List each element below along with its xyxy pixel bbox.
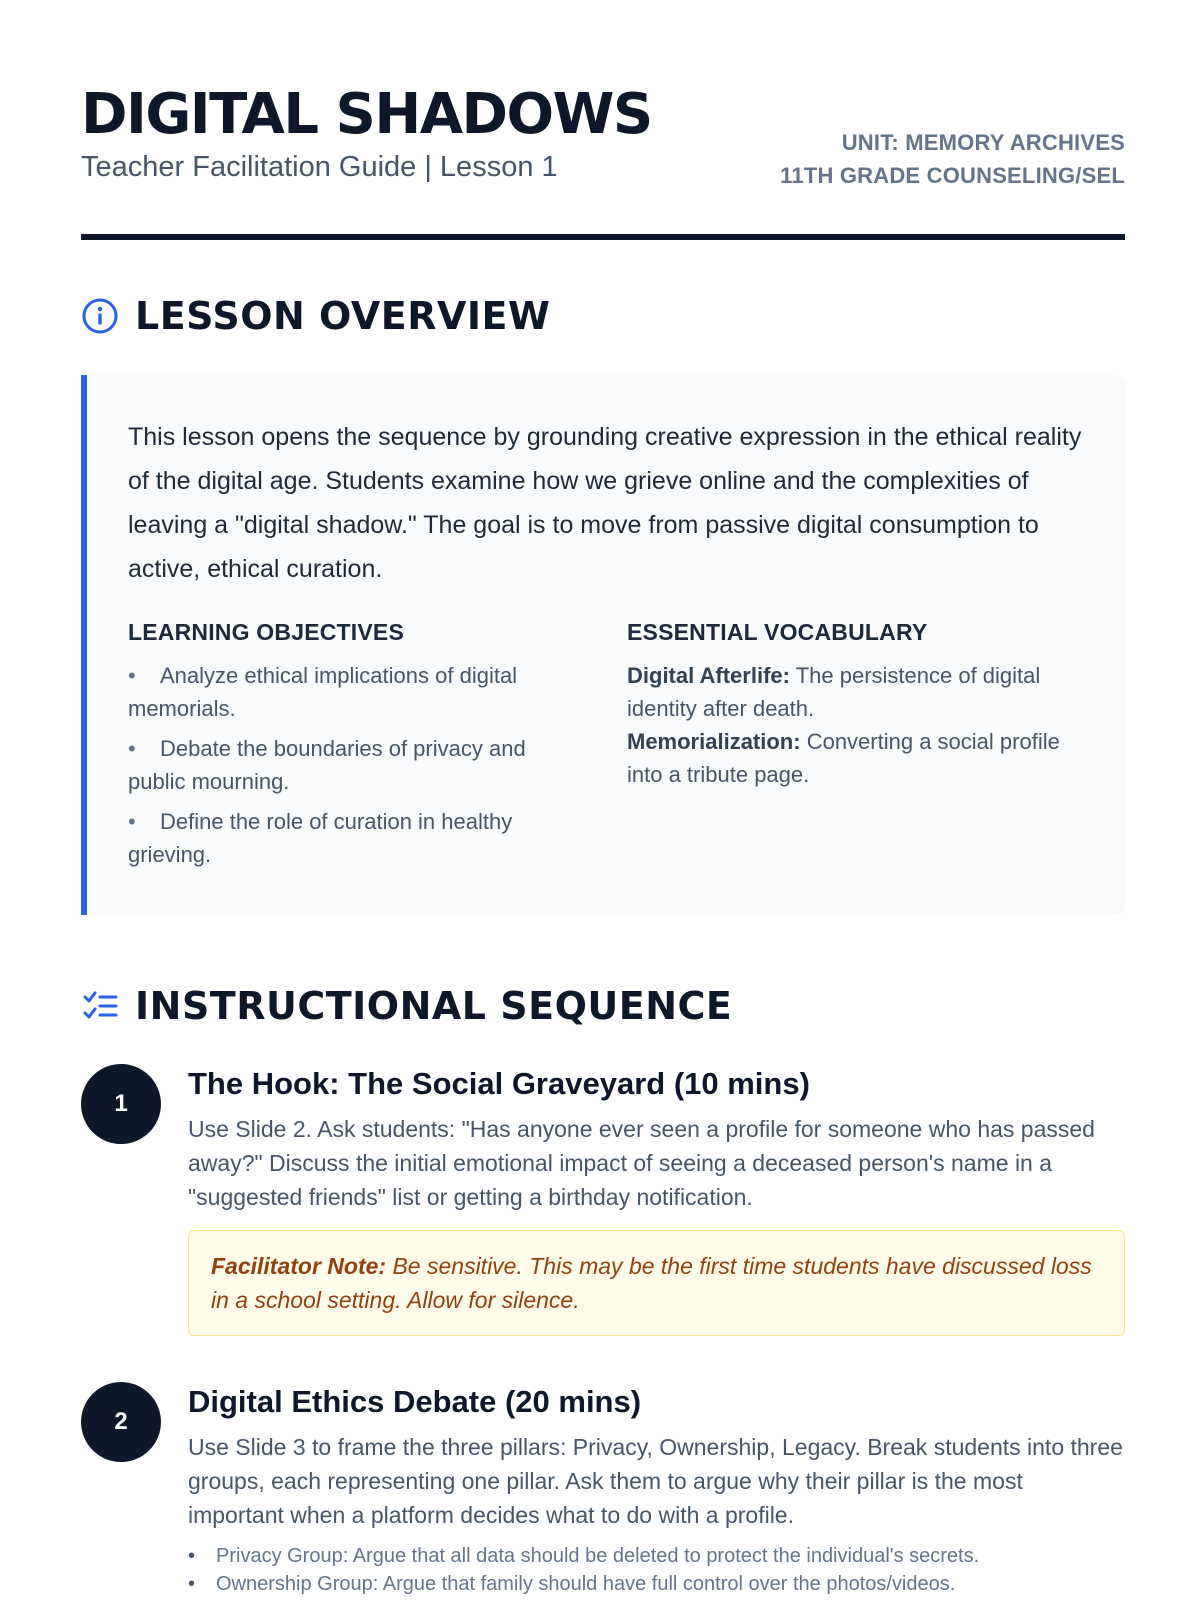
- learning-objectives: [128, 617, 568, 878]
- step-description: Use Slide 2. Ask students: "Has anyone ever seen a profile for someone who has passed away?" Discuss the initial emotional impact of seeing a deceased person's name in a "suggested friends" list or getting a birthday notification.: [188, 1116, 1095, 1210]
- debate-groups-list: [188, 1542, 1125, 1598]
- facilitator-note: [188, 1230, 1125, 1336]
- vocab-definition: Converting a social profile into a tribute page.: [627, 729, 1060, 787]
- overview-section-heading: [81, 294, 550, 338]
- bullet: •: [128, 736, 136, 761]
- step-title: Digital Ethics Debate (20 mins): [188, 1384, 642, 1419]
- step-body: [188, 1064, 1125, 1336]
- list-item: • Define the role of curation in healthy grieving.: [128, 805, 568, 871]
- vocab-term: Digital Afterlife:: [627, 663, 790, 688]
- vocab-term: Memorialization:: [627, 729, 801, 754]
- info-circle-icon: [81, 297, 119, 335]
- overview-text: This lesson opens the sequence by grounding creative expression in the ethical reality of the digital age. Students examine how we grieve online and the complexities of leaving a "digital shadow." The goal is to move from passive digital consumption to active, ethical curation.: [128, 423, 1082, 583]
- vocab-item: [627, 659, 1067, 725]
- vocab-item: [627, 725, 1067, 791]
- list-item: • Debate the boundaries of privacy and public mourning.: [128, 732, 568, 798]
- step-description: Use Slide 3 to frame the three pillars: Privacy, Ownership, Legacy. Break students into three groups, each representing one pillar. Ask them to argue why their pillar is the most important when a platform decides what to do with a profile.: [188, 1434, 1123, 1528]
- vocab-definition: The persistence of digital identity after death.: [627, 663, 1041, 721]
- document-subtitle: Teacher Facilitation Guide | Lesson 1: [81, 151, 558, 183]
- unit-label: UNIT: MEMORY ARCHIVES: [841, 130, 1125, 155]
- header-divider: [81, 234, 1125, 240]
- step-number-badge: 1: [81, 1064, 161, 1144]
- bullet: •: [188, 1545, 196, 1567]
- objectives-heading: LEARNING OBJECTIVES: [128, 619, 405, 645]
- bullet: •: [188, 1573, 196, 1595]
- overview-heading: LESSON OVERVIEW: [135, 294, 551, 338]
- vocab-heading: ESSENTIAL VOCABULARY: [627, 619, 928, 645]
- step-title: The Hook: The Social Graveyard (10 mins): [188, 1066, 810, 1101]
- overview-card: [81, 375, 1125, 915]
- step-body: [188, 1382, 1125, 1598]
- objectives-list: [128, 659, 568, 871]
- list-item: • Privacy Group: Argue that all data should be deleted to protect the individual's secrets.: [188, 1542, 1125, 1570]
- checklist-icon: [81, 987, 119, 1025]
- bullet: •: [128, 663, 136, 688]
- essential-vocabulary: [627, 617, 1067, 791]
- sequence-section-heading: [81, 984, 732, 1028]
- grade-label: 11TH GRADE COUNSELING/SEL: [780, 163, 1125, 188]
- step-number-badge: 2: [81, 1382, 161, 1462]
- document-title: DIGITAL SHADOWS: [81, 82, 652, 147]
- bullet: •: [128, 809, 136, 834]
- note-label: Facilitator Note:: [211, 1253, 387, 1279]
- list-item: • Analyze ethical implications of digital memorials.: [128, 659, 568, 725]
- list-item: • Ownership Group: Argue that family should have full control over the photos/videos.: [188, 1570, 1125, 1598]
- sequence-heading: INSTRUCTIONAL SEQUENCE: [135, 984, 733, 1028]
- document-meta: [780, 126, 1125, 192]
- note-text: Be sensitive. This may be the first time students have discussed loss in a school setting. Allow for silence.: [211, 1253, 1092, 1313]
